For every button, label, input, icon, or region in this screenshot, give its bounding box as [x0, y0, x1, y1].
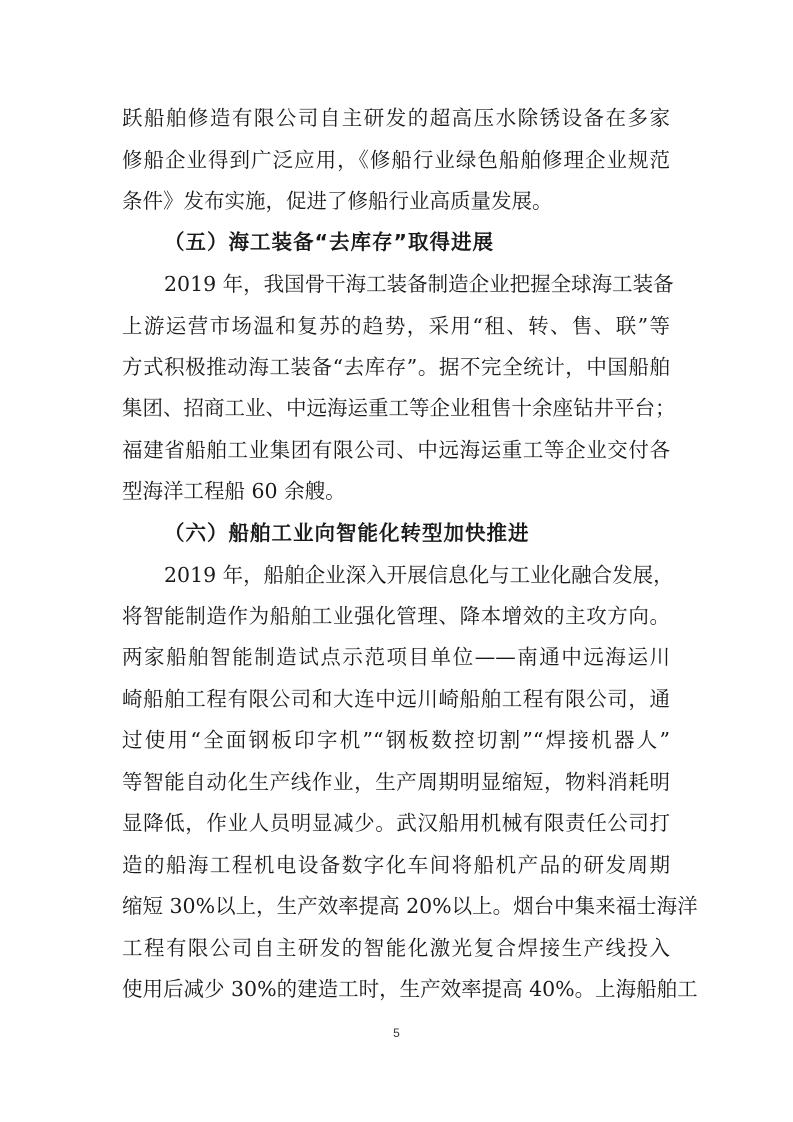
page-number: 5	[393, 1026, 400, 1040]
paragraph-line: 过使用“全面钢板印字机”“钢板数控切割”“焊接机器人”	[122, 728, 670, 752]
paragraph-line: 崎船舶工程有限公司和大连中远川崎船舶工程有限公司，通	[122, 687, 670, 711]
paragraph-line: 2019 年，船舶企业深入开展信息化与工业化融合发展，	[164, 563, 674, 587]
section-heading-6: （六）船舶工业向智能化转型加快推进	[164, 521, 530, 545]
paragraph-line: 方式积极推动海工装备“去库存”。据不完全统计，中国船舶	[122, 355, 670, 379]
paragraph-line: 将智能制造作为船舶工业强化管理、降本增效的主攻方向。	[122, 604, 670, 628]
paragraph-line: 工程有限公司自主研发的智能化激光复合焊接生产线投入	[122, 936, 670, 960]
paragraph-line: 集团、招商工业、中远海运重工等企业租售十余座钻井平台；	[122, 396, 676, 420]
paragraph-line: 两家船舶智能制造试点示范项目单位——南通中远海运川	[122, 645, 670, 669]
paragraph-line: 造的船海工程机电设备数字化车间将船机产品的研发周期	[122, 853, 670, 877]
paragraph-line: 显降低，作业人员明显减少。武汉船用机械有限责任公司打	[122, 811, 670, 835]
paragraph-line: 等智能自动化生产线作业，生产周期明显缩短，物料消耗明	[122, 770, 670, 794]
paragraph-line: 福建省船舶工业集团有限公司、中远海运重工等企业交付各	[122, 438, 670, 462]
paragraph-line: 缩短 30%以上，生产效率提高 20%以上。烟台中集来福士海洋	[122, 894, 698, 918]
paragraph-line: 使用后减少 30%的建造工时，生产效率提高 40%。上海船舶工	[122, 977, 698, 1001]
paragraph-line: 型海洋工程船 60 余艘。	[122, 479, 346, 503]
paragraph-line: 修船企业得到广泛应用，《修船行业绿色船舶修理企业规范	[122, 148, 670, 172]
paragraph-line: 条件》发布实施，促进了修船行业高质量发展。	[122, 189, 553, 213]
paragraph-line: 上游运营市场温和复苏的趋势，采用“租、转、售、联”等	[122, 314, 670, 338]
paragraph-line: 2019 年，我国骨干海工装备制造企业把握全球海工装备	[164, 272, 674, 296]
section-heading-5: （五）海工装备“去库存”取得进展	[164, 230, 494, 254]
paragraph-line: 跃船舶修造有限公司自主研发的超高压水除锈设备在多家	[122, 106, 670, 130]
